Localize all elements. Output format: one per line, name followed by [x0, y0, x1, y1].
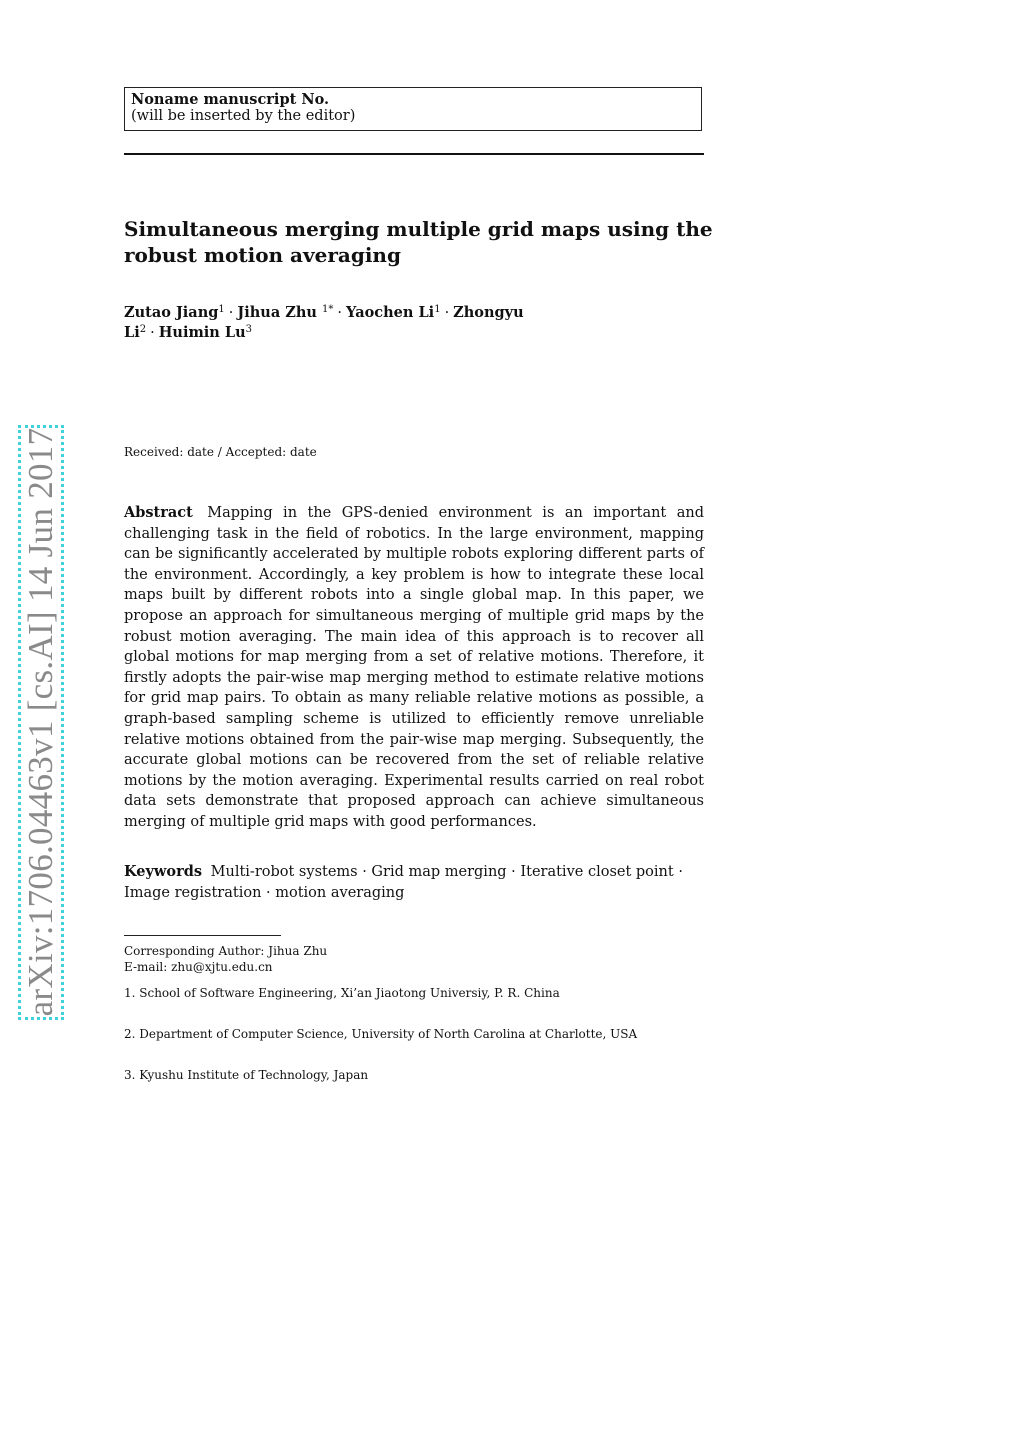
author-name: Huimin Lu: [158, 324, 246, 341]
abstract: [124, 503, 704, 833]
author-affiliation-mark: 2: [139, 324, 147, 335]
manuscript-title: Noname manuscript No.: [131, 91, 330, 108]
author-separator: ·: [444, 305, 450, 321]
author-list: [124, 303, 524, 343]
header-rule: [124, 153, 704, 155]
manuscript-note: (will be inserted by the editor): [131, 108, 356, 124]
received-date: Received: date / Accepted: date: [124, 445, 317, 459]
author-affiliation-mark: 1: [434, 304, 441, 315]
affiliation-3: 3. Kyushu Institute of Technology, Japan: [124, 1068, 369, 1082]
author-name: Jihua Zhu: [237, 304, 317, 321]
footnote-rule: [124, 935, 281, 936]
abstract-label: Abstract: [124, 504, 193, 521]
keywords: [124, 862, 704, 903]
paper-title-line2: robust motion averaging: [124, 243, 401, 267]
author-affiliation-mark: 3: [245, 324, 253, 335]
author-name: Zutao Jiang: [124, 304, 219, 321]
author-affiliation-mark: 1*: [322, 304, 334, 315]
manuscript-box: [124, 87, 702, 131]
keywords-text: Multi-robot systems · Grid map merging · Iterative closet point · Image registration · motion averaging: [124, 864, 683, 901]
abstract-text: Mapping in the GPS-denied environment is an important and challenging task in the field of robotics. In the large environment, mapping can be significantly accelerated by multiple robots exploring different parts of the environment. Accordingly, a key problem is how to integrate these local maps built by different robots into a single global map. In this paper, we propose an approach for simultaneous merging of multiple grid maps by the robust motion averaging. The main idea of this approach is to recover all global motions for map merging from a set of relative motions. Therefore, it firstly adopts the pair-wise map merging method to estimate relative motions for grid map pairs. To obtain as many reliable relative motions as possible, a graph-based sampling scheme is utilized to efficiently remove unreliable relative motions obtained from the pair-wise map merging. Subsequently, the accurate global motions can be recovered from the set of reliable relative motions by the motion averaging. Experimental results carried on real robot data sets demonstrate that proposed approach can achieve simultaneous merging of multiple grid maps with good performances.: [124, 505, 704, 830]
paper-title: [124, 216, 724, 268]
author-name: Zhongyu Li: [124, 304, 524, 341]
author-affiliation-mark: 1: [218, 304, 225, 315]
author-separator: ·: [337, 305, 342, 321]
arxiv-stamp: arXiv:1706.04463v1 [cs.AI] 14 Jun 2017: [21, 427, 60, 1017]
author-email: E-mail: zhu@xjtu.edu.cn: [124, 960, 273, 974]
affiliation-1: 1. School of Software Engineering, Xi’an Jiaotong Universiy, P. R. China: [124, 986, 560, 1000]
corresponding-author: Corresponding Author: Jihua Zhu: [124, 944, 328, 958]
author-separator: ·: [228, 305, 234, 321]
corresponding-author-note: [124, 943, 327, 975]
paper-title-line1: Simultaneous merging multiple grid maps using the: [124, 217, 713, 241]
affiliation-2: 2. Department of Computer Science, University of North Carolina at Charlotte, USA: [124, 1027, 638, 1041]
author-name: Yaochen Li: [346, 304, 435, 321]
author-separator: ·: [150, 325, 155, 341]
keywords-label: Keywords: [124, 863, 203, 880]
